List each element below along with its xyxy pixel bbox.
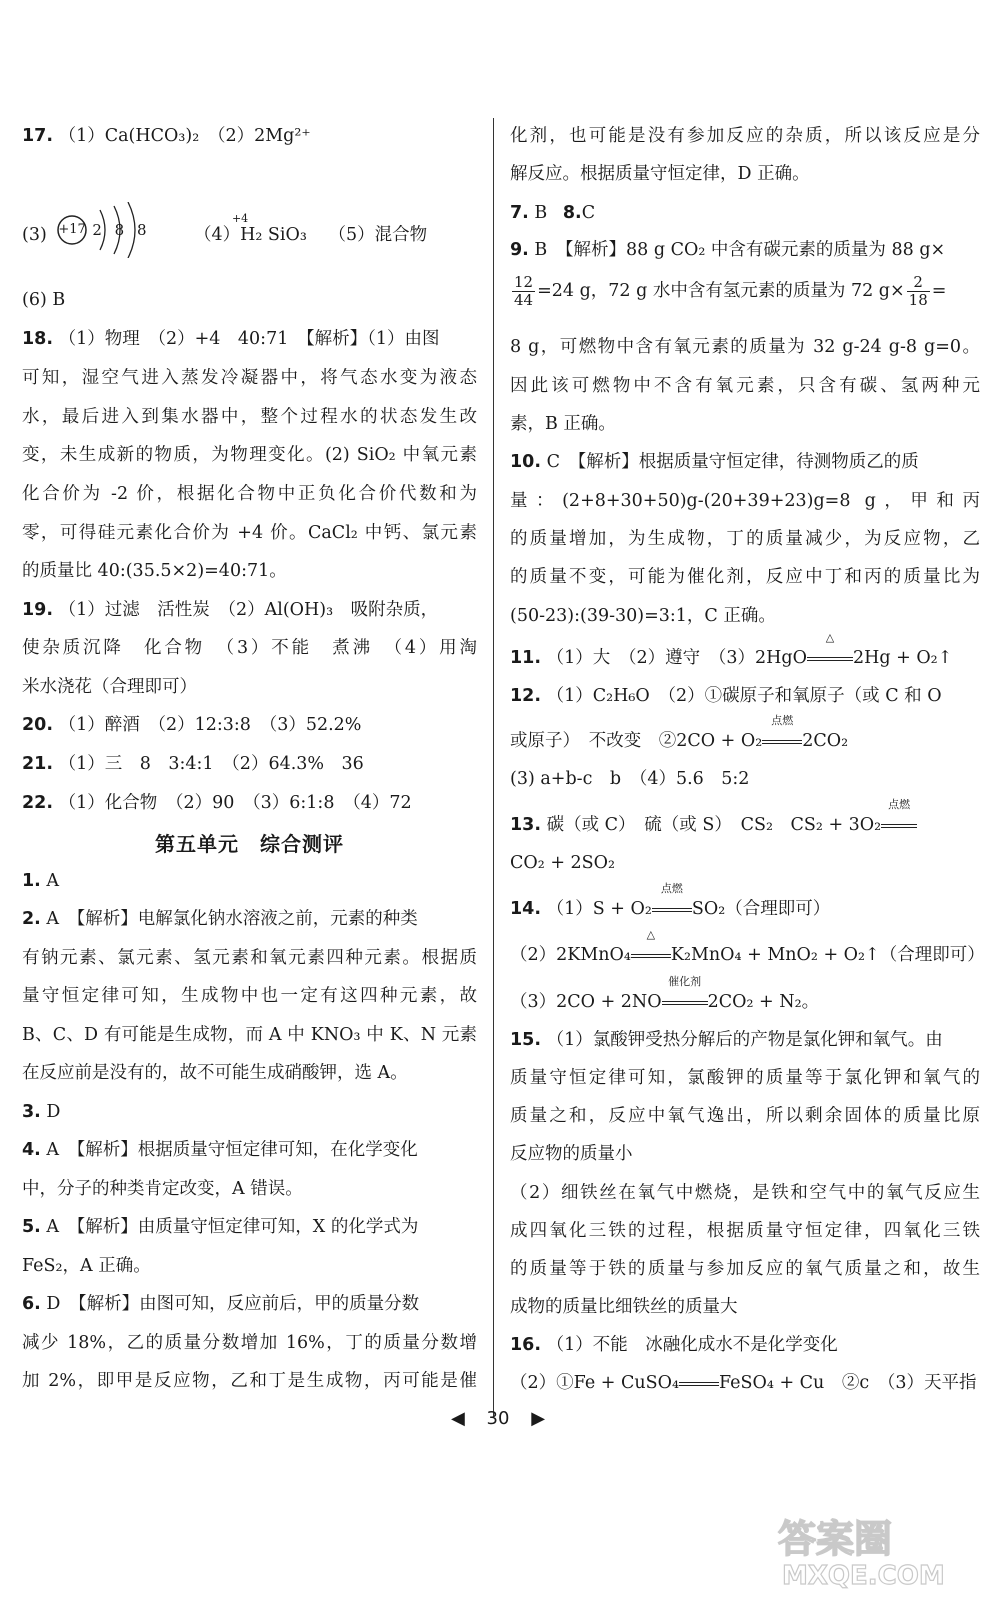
q20: 20. （1）醉酒 （2）12:3:8 （3）52.2% xyxy=(22,715,362,735)
prev-page-icon[interactable]: ◀ xyxy=(450,1408,465,1429)
a1: 1. A xyxy=(22,871,60,891)
a2-line3: 量守恒定律可知，生成物中也一定有这四种元素，故 xyxy=(22,986,477,1006)
a15-line7: 的质量等于铁的质量与参加反应的氧气质量之和，故生 xyxy=(510,1259,980,1279)
a6-cont-line2: 解反应。根据质量守恒定律，D 正确。 xyxy=(510,164,810,184)
fraction-2-18: $\frac{2}{18}$ xyxy=(908,273,928,309)
a10-line4: 的质量不变，可能为催化剂，反应中丁和丙的质量比为 xyxy=(510,567,980,587)
svg-text:答案圈: 答案圈 xyxy=(778,1517,893,1561)
a15-line6: 成四氧化三铁的过程，根据质量守恒定律，四氧化三铁 xyxy=(510,1221,980,1241)
a9-line1: 9. B 【解析】88 g CO₂ 中含有碳元素的质量为 88 g× xyxy=(510,240,946,260)
a5-line2: FeS₂，A 正确。 xyxy=(22,1256,151,1276)
section-title: 第五单元 综合测评 xyxy=(155,832,344,856)
page-footer xyxy=(0,1408,996,1429)
a12-line3: (3) a+b-c b （4）5.6 5:2 xyxy=(510,769,750,789)
a4-line1: 4. A 【解析】根据质量守恒定律可知，在化学变化 xyxy=(22,1140,418,1160)
q19-line3: 米水浇花（合理即可） xyxy=(22,677,197,697)
reaction-arrow: △ xyxy=(807,646,853,670)
a9-line5: 素，B 正确。 xyxy=(510,414,616,434)
a6-line2: 减少 18%，乙的质量分数增加 16%，丁的质量分数增 xyxy=(22,1333,477,1353)
column-divider xyxy=(493,118,494,1418)
q17-p6: (6) B xyxy=(22,290,66,310)
a10-line5: (50-23):(39-30)=3:1，C 正确。 xyxy=(510,606,776,626)
watermark-icon xyxy=(768,1512,978,1590)
q17-line2 xyxy=(22,202,477,245)
a14-line1: 14. （1）S + O₂ 点燃 SO₂（合理即可） xyxy=(510,882,831,919)
reaction-arrow: 催化剂 xyxy=(662,990,708,1014)
a13-line2: CO₂ + 2SO₂ xyxy=(510,853,616,873)
a4-line2: 中，分子的种类肯定改变，A 错误。 xyxy=(22,1179,303,1199)
next-page-icon[interactable]: ▶ xyxy=(531,1408,546,1429)
a3: 3. D xyxy=(22,1102,61,1122)
q17-p5: （5）混合物 xyxy=(328,225,428,245)
a14-line3: （3）2CO + 2NO 催化剂 2CO₂ + N₂。 xyxy=(510,975,820,1012)
atom-nucleus: +17 xyxy=(58,222,86,237)
reaction-arrow: 点燃 xyxy=(881,813,917,837)
valence-mark: +4 xyxy=(231,212,249,225)
atom-structure-diagram xyxy=(52,202,172,258)
svg-text:MXQE.COM: MXQE.COM xyxy=(782,1561,945,1590)
reaction-arrow xyxy=(679,1371,719,1395)
q17-p3-label: (3) xyxy=(22,225,47,245)
a10-line3: 的质量增加，为生成物，丁的质量减少，为反应物，乙 xyxy=(510,529,980,549)
a15-line4: 反应物的质量小 xyxy=(510,1144,633,1164)
watermark-logo xyxy=(768,1512,978,1590)
q18-line4: 变，未生成新的物质，为物理变化。(2) SiO₂ 中氧元素 xyxy=(22,445,477,465)
a12-line2: 或原子） 不改变 ②2CO + O₂ 点燃 2CO₂ xyxy=(510,714,849,751)
a16-line1: 16. （1）不能 冰融化成水不是化学变化 xyxy=(510,1335,838,1355)
a15-line5: （2）细铁丝在氧气中燃烧，是铁和空气中的氧气反应生 xyxy=(510,1183,980,1203)
q17-p4: +4 （4）H₂ SiO₃ xyxy=(194,225,313,245)
q18-line7: 的质量比 40:(35.5×2)=40:71。 xyxy=(22,561,287,581)
a2-line1: 2. A 【解析】电解氯化钠水溶液之前，元素的种类 xyxy=(22,909,418,929)
page-number: 30 xyxy=(486,1408,510,1429)
a7-a8: 7. B 8.C xyxy=(510,203,596,223)
q19-line1: 19. （1）过滤 活性炭 （2）Al(OH)₃ 吸附杂质， xyxy=(22,600,439,620)
a9-line4: 因此该可燃物中不含有氧元素，只含有碳、氢两种元 xyxy=(510,376,980,396)
reaction-arrow: 点燃 xyxy=(652,897,692,921)
a16-line2: （2）①Fe + CuSO₄ FeSO₄ + Cu ②c （3）天平指 xyxy=(510,1373,977,1393)
q21: 21. （1）三 8 3:4:1 （2）64.3% 36 xyxy=(22,754,364,774)
atom-shell-electrons: 2 8 8 xyxy=(92,221,151,239)
q22: 22. （1）化合物 （2）90 （3）6:1:8 （4）72 xyxy=(22,793,412,813)
a12-line1: 12. （1）C₂H₆O （2）①碳原子和氧原子（或 C 和 O xyxy=(510,686,942,706)
a15-line3: 质量之和，反应中氧气逸出，所以剩余固体的质量比原 xyxy=(510,1106,980,1126)
a6-line3: 加 2%，即甲是反应物，乙和丁是生成物，丙可能是催 xyxy=(22,1371,477,1391)
a6-cont-line1: 化剂，也可能是没有参加反应的杂质，所以该反应是分 xyxy=(510,126,980,146)
a15-line8: 成物的质量比细铁丝的质量大 xyxy=(510,1297,738,1317)
q17-line1: 17. （1）Ca(HCO₃)₂ （2）2Mg²⁺ xyxy=(22,126,311,146)
a13-line1: 13. 碳（或 C） 硫（或 S） CS₂ CS₂ + 3O₂ 点燃 xyxy=(510,813,980,837)
q18-line3: 水，最后进入到集水器中，整个过程水的状态发生改 xyxy=(22,407,477,427)
a9-line3: 8 g，可燃物中含有氧元素的质量为 32 g-24 g-8 g=0。 xyxy=(510,337,980,357)
a5-line1: 5. A 【解析】由质量守恒定律可知，X 的化学式为 xyxy=(22,1217,419,1237)
a2-line4: B、C、D 有可能是生成物，而 A 中 KNO₃ 中 K、N 元素 xyxy=(22,1025,477,1045)
a15-line2: 质量守恒定律可知，氯酸钾的质量等于氯化钾和氧气的 xyxy=(510,1068,980,1088)
q18-line1: 18. （1）物理 （2）+4 40:71 【解析】（1）由图 xyxy=(22,329,440,349)
a11: 11. （1）大 （2）遵守 （3）2HgO △ 2Hg + O₂↑ xyxy=(510,631,953,668)
q19-line2: 使杂质沉降 化合物 （3）不能 煮沸 （4）用淘 xyxy=(22,638,477,658)
a6-line1: 6. D 【解析】由图可知，反应前后，甲的质量分数 xyxy=(22,1294,420,1314)
q18-line2: 可知，湿空气进入蒸发冷凝器中，将气态水变为液态 xyxy=(22,368,477,388)
a14-line2: （2）2KMnO₄ △ K₂MnO₄ + MnO₂ + O₂↑（合理即可） xyxy=(510,928,985,965)
a9-line2: $\frac{12}{44}$ =24 g，72 g 水中含有氢元素的质量为 72 g× $\frac{2}{18}$ = xyxy=(514,273,947,309)
a10-line2: 量：(2+8+30+50)g-(20+39+23)g=8 g，甲和丙 xyxy=(510,491,980,511)
a10-line1: 10. C 【解析】根据质量守恒定律，待测物质乙的质 xyxy=(510,452,919,472)
q18-line5: 化合价为 -2 价，根据化合物中正负化合价代数和为 xyxy=(22,484,477,504)
q18-line6: 零，可得硅元素化合价为 +4 价。CaCl₂ 中钙、氯元素 xyxy=(22,523,477,543)
fraction-12-44: $\frac{12}{44}$ xyxy=(514,273,534,309)
a15-line1: 15. （1）氯酸钾受热分解后的产物是氯化钾和氧气。由 xyxy=(510,1030,943,1050)
reaction-arrow: △ xyxy=(631,943,671,967)
a2-line2: 有钠元素、氯元素、氢元素和氧元素四种元素。根据质 xyxy=(22,948,477,968)
a2-line5: 在反应前是没有的，故不可能生成硝酸钾，选 A。 xyxy=(22,1063,408,1083)
reaction-arrow: 点燃 xyxy=(762,729,802,753)
